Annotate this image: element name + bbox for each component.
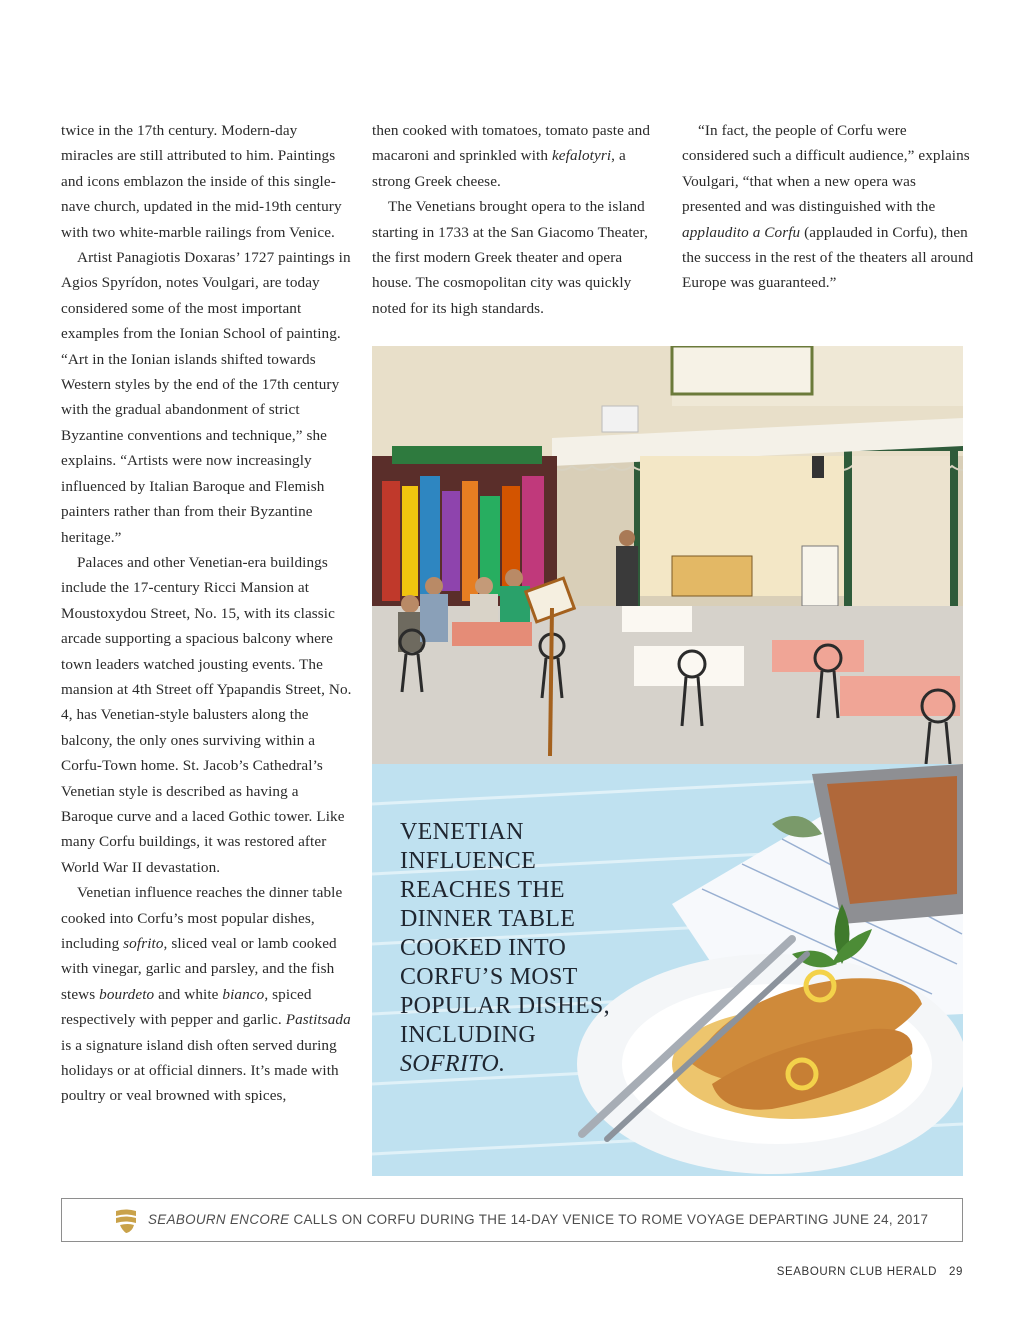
italic-term: bianco (222, 985, 265, 1003)
ship-name: SEABOURN ENCORE (148, 1212, 290, 1227)
body-paragraph (61, 880, 353, 1109)
text-run: then cooked with tomatoes, tomato paste and macaroni and sprinkled with (372, 122, 651, 165)
italic-term: sofrito (123, 935, 164, 952)
italic-term: kefalotyri (551, 147, 612, 165)
text-run: Venetian influence reaches the dinner table cooked into Corfu’s most popular dishes, including (61, 884, 343, 952)
italic-term: applaudito a Corfu (682, 223, 801, 241)
text-run: , a strong Greek cheese. (372, 147, 626, 190)
article-column-1 (61, 118, 353, 1109)
text-run: (applauded in Corfu), then the success in the rest of the theaters all around Europe was guaranteed.” (682, 223, 974, 292)
article-column-3 (682, 118, 974, 296)
italic-term: bourdeto (99, 985, 155, 1003)
pull-quote-italic: SOFRITO. (400, 1051, 506, 1077)
body-paragraph: Artist Panagiotis Doxaras’ 1727 paintings in Agios Spyrídon, notes Voulgari, are today considered some of the most important examples from the Ionian School of painting. “Art in the Ionian islands shifted towards Western styles by the end of the 17th century with the gradual abandonment of strict Byzantine conventions and technique,” she explains. “Artists were now increasingly influenced by Italian Baroque and Flemish painters rather than from their Byzantine heritage.” (61, 249, 351, 546)
body-paragraph: The Venetians brought opera to the island starting in 1733 at the San Giacomo Theater, the first modern Greek theater and opera house. The cosmopolitan city was quickly noted for its high standards. (372, 198, 648, 317)
text-run: is a signature island dish often served during holidays or at official dinners. It’s made with poultry or veal browned with spices, (61, 1036, 339, 1105)
body-paragraph (372, 118, 664, 194)
pull-quote-text: VENETIAN INFLUENCE REACHES THE DINNER TABLE COOKED INTO CORFU’S MOST POPULAR DISHES, INCLUDING (400, 819, 610, 1048)
text-run: , sliced veal or lamb cooked with vinegar, garlic and parsley, and the fish stews (61, 935, 337, 1003)
publication-name: SEABOURN CLUB HERALD (776, 1266, 937, 1278)
seabourn-logo-icon (114, 1208, 138, 1234)
italic-term: Pastitsada (285, 1011, 351, 1029)
body-paragraph: twice in the 17th century. Modern-day miracles are still attributed to him. Paintings and icons emblazon the inside of this single-nave church, updated in the mid-19th century with two white-marble railings from Venice. (61, 122, 342, 241)
callout-text (148, 1212, 928, 1227)
body-paragraph (682, 118, 974, 296)
voyage-text: CALLS ON CORFU DURING THE 14-DAY VENICE TO ROME VOYAGE DEPARTING JUNE 24, 2017 (289, 1212, 929, 1227)
page-footer (777, 1266, 963, 1278)
text-run: and white (154, 985, 223, 1003)
text-run: , spiced respectively with pepper and garlic. (61, 985, 312, 1029)
pull-quote (400, 818, 610, 1079)
article-column-2 (372, 118, 664, 321)
page-number: 29 (949, 1266, 963, 1278)
text-run: “In fact, the people of Corfu were considered such a difficult audience,” explains Voulgari, “that when a new opera was presented and was distinguished with the (682, 122, 970, 216)
body-paragraph: Palaces and other Venetian-era buildings include the 17-century Ricci Mansion at Moustoxydou Street, No. 15, with its classic arcade supporting a spacious balcony where town leaders watched jousting events. The mansion at 4th Street off Ypapandis Street, No. 4, has Venetian-style balusters along the balcony, the only ones surviving within a Corfu-Town home. St. Jacob’s Cathedral’s Venetian style is described as having a Baroque curve and a laced Gothic tower. Like many Corfu buildings, it was restored after World War II devastation. (61, 553, 352, 876)
voyage-callout-box (61, 1198, 963, 1242)
street-cafe-photo (372, 346, 963, 764)
